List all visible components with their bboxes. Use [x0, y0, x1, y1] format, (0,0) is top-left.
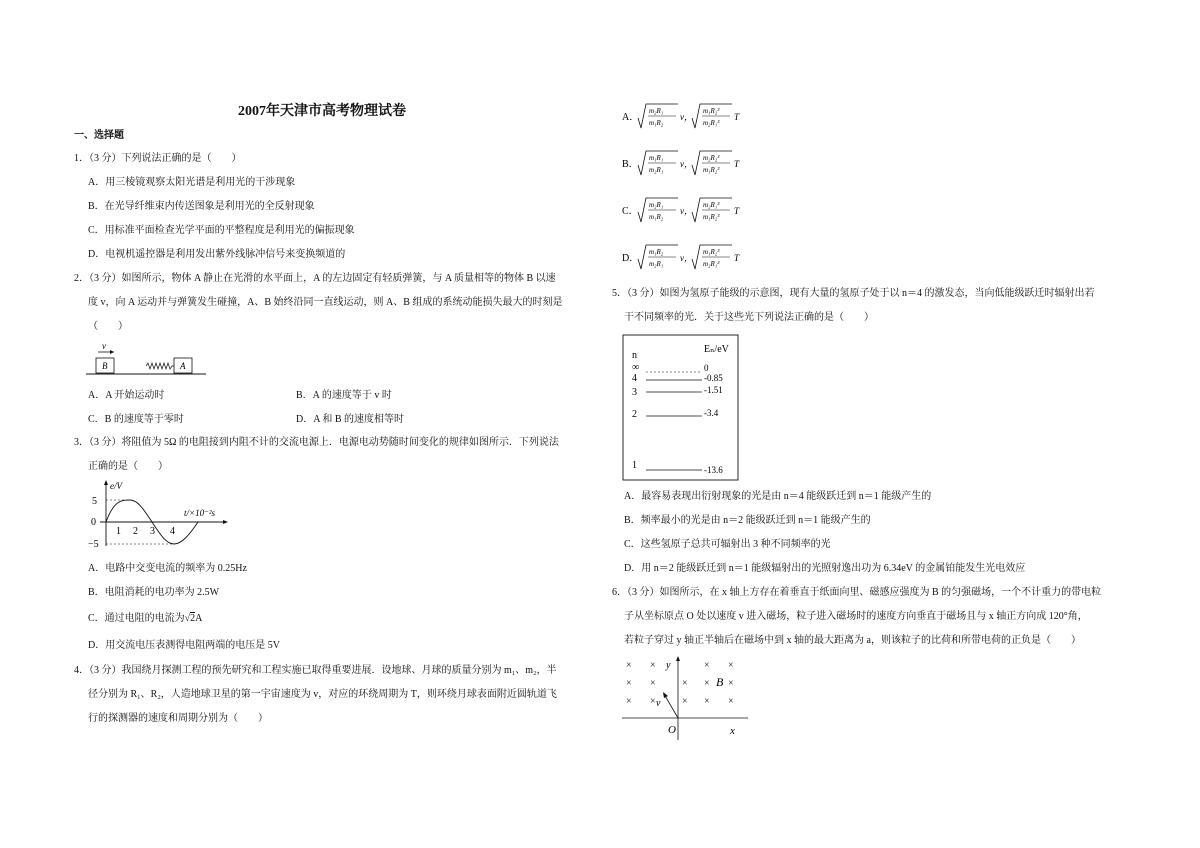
- q5-level-n-inf: ∞: [632, 362, 640, 373]
- q4-t-denominator: m₁R₂³: [703, 213, 720, 221]
- cross-icon: ×: [650, 678, 656, 689]
- q1-option-b: B．在光导纤维束内传送图象是利用光的全反射现象: [88, 201, 315, 212]
- q6-stem-line3: 若粒子穿过 y 轴正半轴后在磁场中到 x 轴的最大距离为 a，则该粒子的比荷和所带电荷的正负是（ ）: [624, 635, 1081, 646]
- q2-block-b-label: B: [102, 361, 108, 371]
- q4-t-denominator: m₁R₂³: [703, 166, 720, 174]
- q6-magnetic-field-figure: [620, 654, 750, 740]
- q3-option-a: A．电路中交变电流的频率为 0.25Hz: [88, 563, 247, 574]
- q4-option-b: [622, 151, 740, 175]
- q3-y-label: e/V: [110, 481, 122, 491]
- q4-v-numerator: m₂R₁: [649, 201, 664, 209]
- q2-option-a: A．A 开始运动时: [88, 390, 165, 401]
- q2-stem-line2: 度 v，向 A 运动并与弹簧发生碰撞，A、B 始终沿同一直线运动，则 A、B 组成的系统动能损失最大的时刻是: [88, 297, 563, 308]
- arrowhead-icon: [104, 480, 108, 485]
- q4-t-symbol: T: [734, 253, 740, 263]
- q2-stem-line3: （ ）: [88, 321, 128, 332]
- q4-t-numerator: m₁R₂³: [703, 107, 720, 115]
- q6-x-label: x: [730, 725, 735, 737]
- q2-block-a-label: A: [180, 361, 186, 371]
- q1-option-d: D．电视机遥控器是利用发出紫外线脉冲信号来变换频道的: [88, 249, 346, 260]
- q4-t-numerator: m₂R₂³: [703, 154, 720, 162]
- q4-t-symbol: T: [734, 159, 740, 169]
- q4-t-symbol: T: [734, 206, 740, 216]
- q4-v-symbol: v，: [680, 253, 693, 263]
- q5-n-label: n: [632, 350, 637, 361]
- q5-level-n-4: 4: [632, 373, 637, 384]
- q6-stem-line1: 6．（3 分）如图所示，在 x 轴上方存在着垂直于纸面向里、磁感应强度为 B 的匀强磁场，一个不计重力的带电粒: [612, 587, 1102, 598]
- q4-stem-line1: 4．（3 分）我国绕月探测工程的预先研究和工程实施已取得重要进展．设地球、月球的质量分别为 m₁、m₂，半: [74, 665, 557, 676]
- arrowhead-icon: [223, 520, 228, 524]
- q2-option-d: D．A 和 B 的速度相等时: [296, 414, 405, 425]
- q4-stem-line2: 径分别为 R₁、R₂，人造地球卫星的第一宇宙速度为 v，对应的环绕周期为 T，则环绕月球表面附近圆轨道飞: [88, 689, 557, 700]
- q5-option-a: A．最容易表现出衍射现象的光是由 n＝4 能级跃迁到 n＝1 能级产生的: [624, 491, 932, 502]
- q4-t-denominator: m₂R₁³: [703, 119, 720, 127]
- q5-level-e-4: -0.85: [704, 373, 723, 383]
- q6-origin-label: O: [668, 724, 676, 736]
- cross-icon: ×: [682, 678, 688, 689]
- arrowhead-icon: [110, 350, 114, 354]
- q2-stem-line1: 2．（3 分）如图所示，物体 A 静止在光滑的水平面上，A 的左边固定有轻质弹簧，与 A 质量相等的物体 B 以速: [74, 273, 556, 284]
- q4-t-symbol: T: [734, 112, 740, 122]
- cross-icon: ×: [626, 678, 632, 689]
- q4-t-denominator: m₂R₁³: [703, 260, 720, 268]
- q6-velocity-arrow: [664, 694, 678, 718]
- q5-level-n-2: 2: [632, 409, 637, 420]
- cross-icon: ×: [682, 696, 688, 707]
- cross-icon: ×: [704, 678, 710, 689]
- q3-option-d: D．用交流电压表测得电阻两端的电压是 5V: [88, 640, 280, 651]
- q4-option-c: [622, 198, 740, 222]
- q5-level-e-inf: 0: [704, 363, 709, 373]
- q5-diagram-frame: [623, 335, 738, 480]
- q3-tick-neg5: −5: [88, 539, 99, 550]
- q4-option-label: A．: [622, 112, 640, 123]
- q3-option-b: B．电阻消耗的电功率为 2.5W: [88, 587, 220, 598]
- q6-v-label: v: [656, 698, 661, 709]
- q5-level-e-1: -13.6: [704, 465, 723, 475]
- cross-icon: ×: [626, 696, 632, 707]
- q5-option-d: D．用 n＝2 能级跃迁到 n＝1 能级辐射出的光照射逸出功为 6.34eV 的金属铂能发生光电效应: [624, 563, 1026, 574]
- q2-spring: [146, 363, 174, 369]
- cross-icon: ×: [704, 660, 710, 671]
- arrowhead-icon: [663, 692, 668, 698]
- q5-level-n-1: 1: [632, 460, 637, 471]
- q3-option-c-text: C．通过电阻的电流为: [88, 613, 185, 624]
- q5-stem-line1: 5．（3 分）如图为氢原子能级的示意图，现有大量的氢原子处于以 n＝4 的激发态，当向低能级跃迁时辐射出若: [612, 288, 1095, 299]
- q4-v-numerator: m₂R₁: [649, 107, 664, 115]
- q4-option-d: [622, 245, 740, 269]
- q4-v-denominator: m₂R₁: [649, 166, 664, 174]
- q4-v-denominator: m₁R₂: [649, 213, 664, 221]
- q2-spring-figure: [84, 338, 214, 380]
- q3-tick-1: 1: [116, 526, 121, 537]
- q6-y-label: y: [666, 660, 671, 671]
- q4-v-symbol: v，: [680, 159, 693, 169]
- q4-option-label: D．: [622, 253, 640, 264]
- q5-option-b: B．频率最小的光是由 n＝2 能级跃迁到 n＝1 能级产生的: [624, 515, 871, 526]
- q1-stem: 1．（3 分）下列说法正确的是（ ）: [74, 153, 242, 164]
- q3-option-c-unit: A: [195, 613, 203, 624]
- cross-icon: ×: [728, 660, 734, 671]
- q4-v-symbol: v，: [680, 206, 693, 216]
- q4-v-symbol: v，: [680, 112, 693, 122]
- cross-icon: ×: [650, 696, 656, 707]
- q3-stem-line1: 3．（3 分）将阻值为 5Ω 的电阻接到内阻不计的交流电源上．电源电动势随时间变化的规律如图所示．下列说法: [74, 437, 559, 448]
- q3-stem-line2: 正确的是（ ）: [88, 461, 168, 472]
- q4-v-denominator: m₂R₁: [649, 260, 664, 268]
- q4-t-numerator: m₂R₁³: [703, 201, 720, 209]
- q1-option-c: C．用标准平面检查光学平面的平整程度是利用光的偏振现象: [88, 225, 355, 236]
- q4-stem-line3: 行的探测器的速度和周期分别为（ ）: [88, 713, 268, 724]
- q5-level-n-3: 3: [632, 387, 637, 398]
- q2-option-b: B．A 的速度等于 v 时: [296, 390, 392, 401]
- page-title: 2007年天津市高考物理试卷: [238, 104, 406, 119]
- q2-velocity-label: v: [102, 341, 106, 351]
- cross-icon: ×: [728, 696, 734, 707]
- q2-option-c: C．B 的速度等于零时: [88, 414, 184, 425]
- q5-e-label: Eₙ/eV: [704, 344, 729, 355]
- q5-energy-level-diagram: [622, 334, 740, 482]
- cross-icon: ×: [728, 678, 734, 689]
- q3-option-c-radicand: 2: [190, 613, 196, 624]
- q6-stem-line2: 子从坐标原点 O 处以速度 v 进入磁场，粒子进入磁场时的速度方向垂直于磁场且与 x 轴正方向成 120°角，: [624, 611, 1088, 622]
- q3-tick-4: 4: [170, 526, 175, 537]
- q4-options: [622, 100, 772, 280]
- q5-option-c: C．这些氢原子总共可辐射出 3 种不同频率的光: [624, 539, 831, 550]
- q4-v-numerator: m₁R₂: [649, 248, 664, 256]
- q3-emf-graph: [86, 478, 236, 550]
- cross-icon: ×: [704, 696, 710, 707]
- q3-x-label: t/×10⁻²s: [184, 508, 216, 518]
- cross-icon: ×: [626, 660, 632, 671]
- q5-level-e-2: -3.4: [704, 408, 719, 418]
- cross-icon: ×: [650, 660, 656, 671]
- q3-tick-5: 5: [92, 496, 97, 507]
- q5-stem-line2: 干不同频率的光．关于这些光下列说法正确的是（ ）: [624, 312, 874, 323]
- q3-tick-2: 2: [133, 526, 138, 537]
- arrowhead-icon: [676, 656, 680, 661]
- q5-level-e-3: -1.51: [704, 385, 723, 395]
- q1-option-a: A．用三棱镜观察太阳光谱是利用光的干涉现象: [88, 177, 296, 188]
- q6-b-label: B: [716, 675, 724, 689]
- q3-tick-3: 3: [150, 526, 155, 537]
- q4-t-numerator: m₁R₂³: [703, 248, 720, 256]
- section-heading: 一、选择题: [74, 130, 124, 141]
- q4-v-numerator: m₁R₁: [649, 154, 664, 162]
- q4-option-label: C．: [622, 206, 639, 217]
- q3-tick-0: 0: [91, 517, 96, 528]
- q4-option-a: [622, 104, 740, 128]
- sqrt-icon: √: [184, 613, 191, 624]
- q4-v-denominator: m₁R₂: [649, 119, 664, 127]
- q3-option-c: [88, 612, 202, 625]
- q4-option-label: B．: [622, 159, 639, 170]
